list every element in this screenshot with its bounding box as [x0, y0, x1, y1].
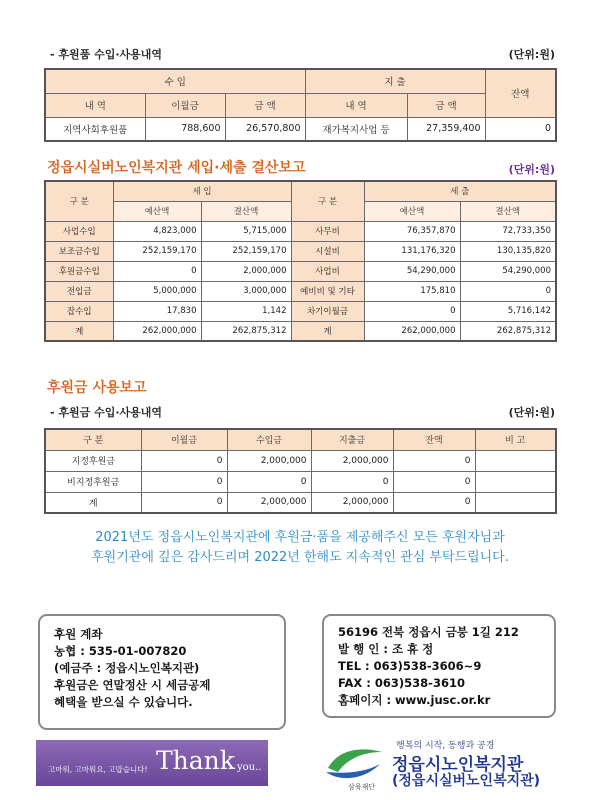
section1-subtitle: - 후원품 수입·사용내역 — [50, 48, 163, 61]
table-row-total — [45, 492, 556, 513]
col-balance: 잔액 — [393, 429, 475, 450]
rev-budget: 262,000,000 — [113, 321, 201, 341]
exp-budget: 131,176,320 — [364, 241, 460, 261]
banner-small-text: 고마워, 고마워요, 고맙습니다! — [48, 765, 148, 774]
balance-value: 0 — [393, 450, 475, 471]
logo-mark-icon — [324, 742, 386, 782]
rev-item: 계 — [45, 321, 113, 341]
col-budget: 예산액 — [113, 201, 201, 221]
homepage-link[interactable]: 홈페이지 : www.jusc.or.kr — [338, 693, 491, 707]
rev-settled: 2,000,000 — [201, 261, 291, 281]
logo-mark-text: 정읍 — [352, 760, 368, 769]
donation-goods-table — [44, 68, 557, 142]
table-row — [45, 117, 556, 141]
telephone: TEL : 063)538-3606~9 — [338, 659, 482, 673]
col-item: 내 역 — [45, 93, 145, 117]
exp-settled: 0 — [460, 281, 556, 301]
exp-settled: 54,290,000 — [460, 261, 556, 281]
section2-unit: (단위:원) — [508, 163, 555, 176]
thanks-message — [20, 528, 580, 568]
logo-sub-name: (정읍시실버노인복지관) — [392, 773, 541, 789]
exp-settled: 130,135,820 — [460, 241, 556, 261]
rev-item: 사업수입 — [45, 221, 113, 241]
logo-name: 정읍시노인복지관 — [392, 755, 524, 775]
rev-settled: 1,142 — [201, 301, 291, 321]
rev-settled: 262,875,312 — [201, 321, 291, 341]
donation-money-table — [44, 428, 557, 514]
table-row — [45, 301, 556, 321]
col-prev: 이월금 — [141, 429, 227, 450]
col-category: 구 분 — [45, 429, 141, 450]
rev-budget: 5,000,000 — [113, 281, 201, 301]
category: 계 — [45, 492, 141, 513]
organization-logo — [322, 738, 562, 794]
col-amount2: 금 액 — [407, 93, 485, 117]
rev-budget: 0 — [113, 261, 201, 281]
rev-item: 전입금 — [45, 281, 113, 301]
rev-settled: 5,715,000 — [201, 221, 291, 241]
account-holder: (예금주 : 정읍시노인복지관) — [54, 661, 200, 675]
col-note: 비 고 — [475, 429, 556, 450]
section2-header — [0, 157, 600, 177]
account-title: 후원 계좌 — [54, 627, 103, 641]
prev-value: 788,600 — [145, 117, 225, 141]
exp-item: 사업비 — [291, 261, 364, 281]
balance-value: 0 — [393, 492, 475, 513]
balance-header: 잔액 — [485, 69, 556, 117]
prev-value: 0 — [141, 471, 227, 492]
exp-budget: 175,810 — [364, 281, 460, 301]
account-note-2: 혜택을 받으실 수 있습니다. — [54, 695, 193, 709]
expense-value: 2,000,000 — [311, 492, 393, 513]
rev-settled: 3,000,000 — [201, 281, 291, 301]
category: 지정후원금 — [45, 450, 141, 471]
expense-header: 지 출 — [305, 69, 485, 93]
rev-budget: 4,823,000 — [113, 221, 201, 241]
thanks-line-2: 후원기관에 깊은 감사드리며 2022년 한해도 지속적인 관심 부탁드립니다. — [91, 550, 509, 565]
expense-value: 0 — [311, 471, 393, 492]
exp-item: 예비비 및 기타 — [291, 281, 364, 301]
contact-box — [322, 614, 556, 718]
income-value: 2,000,000 — [227, 450, 311, 471]
rev-budget: 252,159,170 — [113, 241, 201, 261]
rev-settled: 252,159,170 — [201, 241, 291, 261]
table-row — [45, 450, 556, 471]
revenue-header: 세 입 — [113, 181, 291, 201]
col-prev: 이월금 — [145, 93, 225, 117]
rev-budget: 17,830 — [113, 301, 201, 321]
address: 56196 전북 정읍시 금붕 1길 212 — [338, 625, 519, 639]
section3-title: 후원금 사용보고 — [47, 380, 147, 396]
col-settled: 결산액 — [201, 201, 291, 221]
table-row — [45, 261, 556, 281]
section3-unit: (단위:원) — [508, 406, 555, 419]
section3-subtitle: - 후원금 수입·사용내역 — [50, 406, 163, 419]
section3-header — [0, 404, 600, 424]
publisher: 발 행 인 : 조 휴 정 — [338, 642, 434, 656]
expense-item: 재가복지사업 등 — [305, 117, 407, 141]
exp-budget: 262,000,000 — [364, 321, 460, 341]
banner-thank-text: Thank — [156, 746, 235, 775]
donation-account-box — [38, 614, 286, 730]
banner-you-text: you.. — [237, 762, 262, 773]
income-header: 수 입 — [45, 69, 305, 93]
balance-value: 0 — [485, 117, 556, 141]
rev-item: 후원금수입 — [45, 261, 113, 281]
income-value: 0 — [227, 471, 311, 492]
exp-budget: 54,290,000 — [364, 261, 460, 281]
thank-you-banner — [36, 740, 268, 786]
exp-budget: 0 — [364, 301, 460, 321]
expense-amount: 27,359,400 — [407, 117, 485, 141]
exp-settled: 262,875,312 — [460, 321, 556, 341]
col-category: 구 분 — [45, 181, 113, 221]
col-settled2: 결산액 — [460, 201, 556, 221]
exp-item: 차기이월금 — [291, 301, 364, 321]
col-category2: 구 분 — [291, 181, 364, 221]
thanks-line-1: 2021년도 정읍시노인복지관에 후원금·품을 제공해주신 모든 후원자님과 — [95, 530, 505, 545]
table-row — [45, 241, 556, 261]
income-value: 2,000,000 — [227, 492, 311, 513]
col-budget2: 예산액 — [364, 201, 460, 221]
income-item: 지역사회후원품 — [45, 117, 145, 141]
exp-settled: 5,716,142 — [460, 301, 556, 321]
account-bank: 농협 : 535-01-007820 — [54, 644, 187, 658]
table-row — [45, 471, 556, 492]
prev-value: 0 — [141, 492, 227, 513]
exp-item: 계 — [291, 321, 364, 341]
section1-unit: (단위:원) — [508, 48, 555, 61]
exp-item: 시설비 — [291, 241, 364, 261]
table-row — [45, 221, 556, 241]
exp-item: 사무비 — [291, 221, 364, 241]
note-value — [475, 450, 556, 471]
section3-title-row — [0, 377, 600, 397]
rev-item: 잡수입 — [45, 301, 113, 321]
table-row — [45, 281, 556, 301]
income-amount: 26,570,800 — [225, 117, 305, 141]
prev-value: 0 — [141, 450, 227, 471]
category: 비지정후원금 — [45, 471, 141, 492]
balance-value: 0 — [393, 471, 475, 492]
expense-value: 2,000,000 — [311, 450, 393, 471]
settlement-table — [44, 180, 557, 342]
col-income: 수입금 — [227, 429, 311, 450]
col-expense: 지출금 — [311, 429, 393, 450]
section1-header — [0, 46, 600, 66]
col-amount: 금 액 — [225, 93, 305, 117]
note-value — [475, 471, 556, 492]
note-value — [475, 492, 556, 513]
col-item2: 내 역 — [305, 93, 407, 117]
fax: FAX : 063)538-3610 — [338, 676, 465, 690]
exp-settled: 72,733,350 — [460, 221, 556, 241]
section2-title: 정읍시실버노인복지관 세입·세출 결산보고 — [47, 160, 306, 176]
account-note-1: 후원금은 연말정산 시 세금공제 — [54, 678, 211, 692]
logo-slogan: 행복의 시작, 동행과 공경 — [396, 741, 495, 751]
exp-budget: 76,357,870 — [364, 221, 460, 241]
expenditure-header: 세 출 — [364, 181, 556, 201]
logo-foundation: 삼육재단 — [348, 783, 376, 791]
table-row-total — [45, 321, 556, 341]
rev-item: 보조금수입 — [45, 241, 113, 261]
